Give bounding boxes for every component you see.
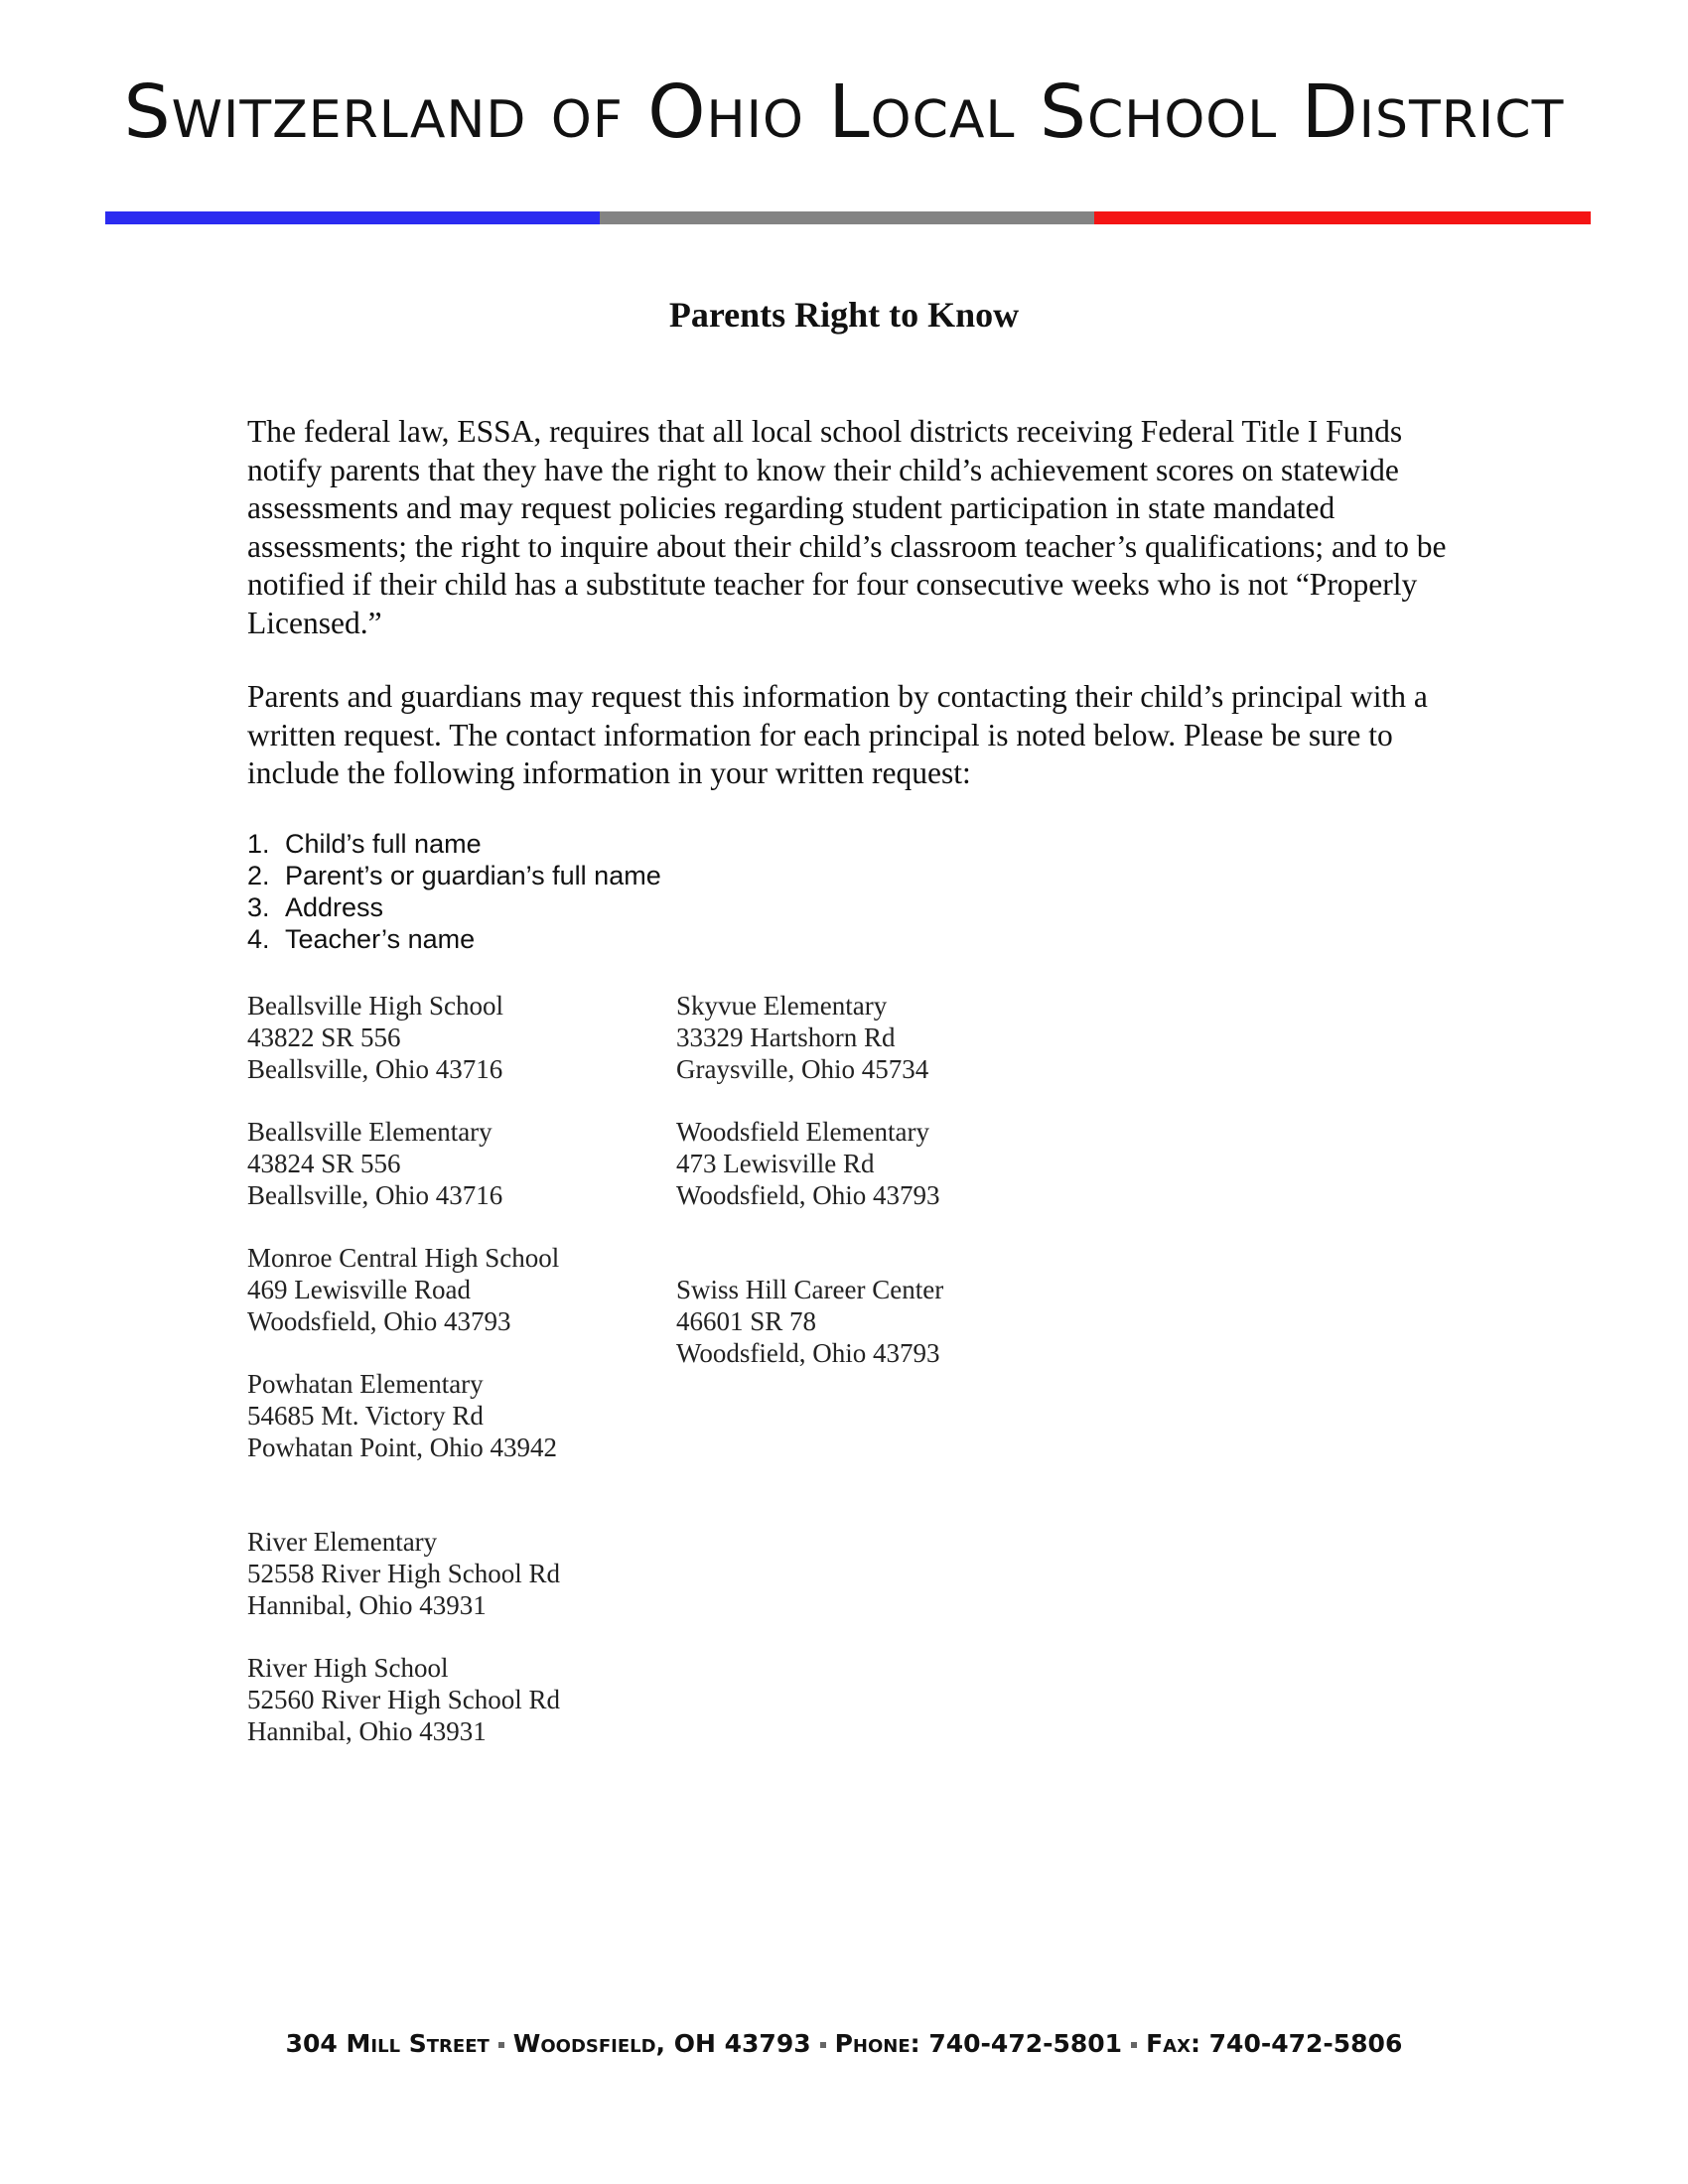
school-street: 33329 Hartshorn Rd bbox=[676, 1023, 896, 1052]
school-street: 54685 Mt. Victory Rd bbox=[247, 1401, 484, 1431]
school-city: Hannibal, Ohio 43931 bbox=[247, 1590, 487, 1620]
school-address-block bbox=[247, 1652, 560, 1747]
school-address-block bbox=[247, 1242, 559, 1337]
separator-square-icon bbox=[1131, 2042, 1137, 2048]
school-name: Powhatan Elementary bbox=[247, 1369, 484, 1399]
footer-contact bbox=[0, 2029, 1688, 2058]
school-address-block bbox=[247, 1526, 560, 1621]
school-city: Woodsfield, Ohio 43793 bbox=[676, 1338, 940, 1368]
document-title: Parents Right to Know bbox=[668, 295, 1020, 335]
footer-city: Woodsfield, OH 43793 bbox=[512, 2029, 811, 2058]
instructions-paragraph: Parents and guardians may request this information by contacting their child’s principal with a written request. The contact information for each principal is noted below. Please be sure to include the following information in your written request: bbox=[247, 679, 1428, 790]
school-city: Beallsville, Ohio 43716 bbox=[247, 1180, 503, 1210]
school-street: 46601 SR 78 bbox=[676, 1306, 817, 1336]
school-city: Woodsfield, Ohio 43793 bbox=[247, 1306, 511, 1336]
school-name: Woodsfield Elementary bbox=[676, 1117, 929, 1147]
intro-paragraph: The federal law, ESSA, requires that all local school districts receiving Federal Title I Funds notify parents that they have the right to know their child’s achievement scores on statewide assessments and may request policies regarding student participation in state mandated assessments; the right to inquire about their child’s classroom teacher’s qualifications; and to be notified if their child has a substitute teacher for four consecutive weeks who is not “Properly Licensed.” bbox=[247, 414, 1447, 640]
list-item-text: Address bbox=[285, 892, 384, 922]
list-item bbox=[247, 923, 661, 955]
list-item-number: 4. bbox=[247, 924, 270, 954]
list-item-number: 3. bbox=[247, 892, 270, 922]
school-city: Powhatan Point, Ohio 43942 bbox=[247, 1433, 558, 1462]
school-name: River High School bbox=[247, 1653, 449, 1683]
school-address-block bbox=[247, 1116, 502, 1211]
list-item bbox=[247, 860, 661, 891]
district-name: Switzerland of Ohio Local School District bbox=[123, 69, 1565, 155]
school-street: 52558 River High School Rd bbox=[247, 1559, 560, 1588]
footer-phone: Phone: 740-472-5801 bbox=[834, 2029, 1123, 2058]
school-street: 52560 River High School Rd bbox=[247, 1685, 560, 1714]
rule-segment-gray bbox=[600, 211, 1094, 224]
list-item-number: 2. bbox=[247, 861, 270, 890]
list-item bbox=[247, 891, 661, 923]
list-item-number: 1. bbox=[247, 829, 270, 859]
list-item-text: Teacher’s name bbox=[285, 924, 476, 954]
separator-square-icon bbox=[498, 2042, 504, 2048]
footer-fax: Fax: 740-472-5806 bbox=[1146, 2029, 1403, 2058]
school-name: River Elementary bbox=[247, 1527, 438, 1557]
rule-segment-red bbox=[1094, 211, 1591, 224]
list-item-text: Parent’s or guardian’s full name bbox=[285, 861, 661, 890]
list-item bbox=[247, 828, 661, 860]
separator-square-icon bbox=[820, 2042, 826, 2048]
school-address-block bbox=[676, 990, 928, 1085]
school-name: Swiss Hill Career Center bbox=[676, 1275, 944, 1304]
school-street: 43822 SR 556 bbox=[247, 1023, 401, 1052]
school-street: 43824 SR 556 bbox=[247, 1149, 401, 1178]
school-address-block bbox=[676, 1274, 943, 1369]
school-street: 473 Lewisville Rd bbox=[676, 1149, 875, 1178]
school-city: Beallsville, Ohio 43716 bbox=[247, 1054, 503, 1084]
school-address-block bbox=[676, 1116, 940, 1211]
school-city: Hannibal, Ohio 43931 bbox=[247, 1716, 487, 1746]
school-name: Skyvue Elementary bbox=[676, 991, 888, 1021]
footer-address: 304 Mill Street bbox=[285, 2029, 490, 2058]
school-city: Graysville, Ohio 45734 bbox=[676, 1054, 929, 1084]
school-name: Beallsville High School bbox=[247, 991, 503, 1021]
school-street: 469 Lewisville Road bbox=[247, 1275, 471, 1304]
school-name: Monroe Central High School bbox=[247, 1243, 560, 1273]
request-info-list bbox=[247, 828, 661, 955]
list-item-text: Child’s full name bbox=[285, 829, 482, 859]
school-address-block bbox=[247, 1368, 557, 1463]
rule-segment-blue bbox=[105, 211, 600, 224]
school-city: Woodsfield, Ohio 43793 bbox=[676, 1180, 940, 1210]
school-address-block bbox=[247, 990, 503, 1085]
school-name: Beallsville Elementary bbox=[247, 1117, 492, 1147]
